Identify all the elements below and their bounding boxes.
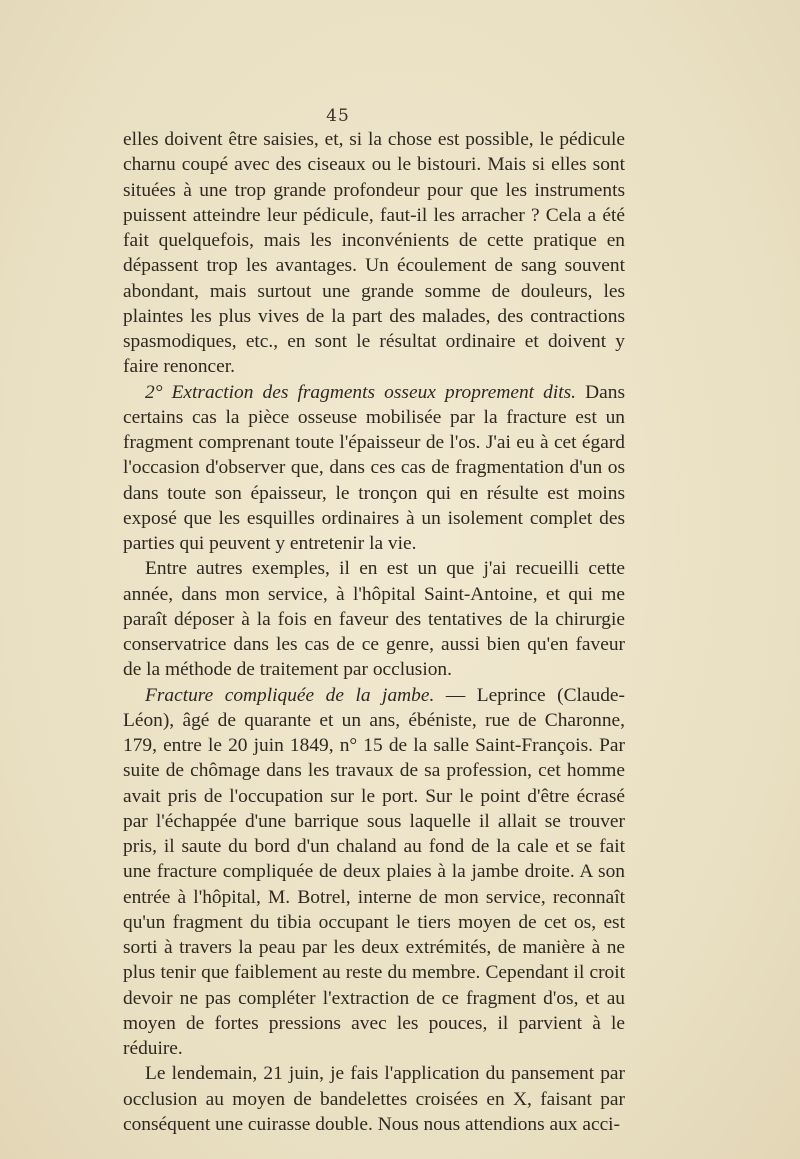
body-text — [123, 127, 625, 1137]
case-heading-fracture: Fracture compliquée de la jambe. — [145, 684, 435, 706]
paragraph-3: Entre autres exemples, il en est un que j'ai recueilli cette année, dans mon service, à l'hôpital Saint-Antoine, et qui me paraît déposer à la fois en faveur des tentatives de la chirurgie conservatrice dans les cas de ce genre, aussi bien qu'en faveur de la méthode de traitement par occlusion. — [123, 558, 625, 681]
page-number: 45 — [326, 106, 350, 126]
paragraph-1: elles doivent être saisies, et, si la chose est possible, le pédicule charnu coupé avec des ciseaux ou le bistouri. Mais si elles sont situées à une trop grande profondeur pour que les instruments puissent atteindre leur pédicule, faut-il les arracher ? Cela a été fait quelquefois, mais les inconvénients de cette pratique en dépassent trop les avantages. Un écoulement de sang souvent abondant, mais surtout une grande somme de douleurs, les plaintes les plus vives de la part des malades, des contractions spasmodiques, etc., en sont le résultat ordinaire et doivent y faire renoncer. — [123, 129, 625, 378]
section-heading-extraction: 2° Extraction des fragments osseux proprement dits. — [145, 381, 577, 403]
paragraph-2-body: Dans certains cas la pièce osseuse mobilisée par la fracture est un fragment comprenant toute l'épaisseur de l'os. J'ai eu à cet égard l'occasion d'observer que, dans ces cas de fragmentation d'un os dans toute son épaisseur, le tronçon qui en résulte est moins exposé que les esquilles ordinaires à un isolement complet des parties qui peuvent y entretenir la vie. — [123, 381, 625, 554]
paragraph-5: Le lendemain, 21 juin, je fais l'application du pansement par occlusion au moyen de bandelettes croisées en X, faisant par conséquent une cuirasse double. Nous nous attendions aux acci- — [123, 1063, 625, 1135]
paragraph-2 — [123, 380, 625, 557]
paragraph-4-body: — Leprince (Claude-Léon), âgé de quarante et un ans, ébéniste, rue de Charonne, 179, entre le 20 juin 1849, n° 15 de la salle Saint-François. Par suite de chômage dans les travaux de sa profession, cet homme avait pris de l'occupation sur le port. Sur le point d'être écrasé par l'échappée d'une barrique sous laquelle il allait se trouver pris, il saute du bord d'un chaland au fond de la cale et se fait une fracture compliquée de deux plaies à la jambe droite. A son entrée à l'hôpital, M. Botrel, interne de mon service, reconnaît qu'un fragment du tibia occupant le tiers moyen de cet os, est sorti à travers la peau par les deux extrémités, de manière à ne plus tenir que faiblement au reste du membre. Cependant il croit devoir ne pas compléter l'extraction de ce fragment d'os, et au moyen de fortes pressions avec les pouces, il parvient à le réduire. — [123, 684, 625, 1059]
paragraph-4 — [123, 683, 625, 1062]
